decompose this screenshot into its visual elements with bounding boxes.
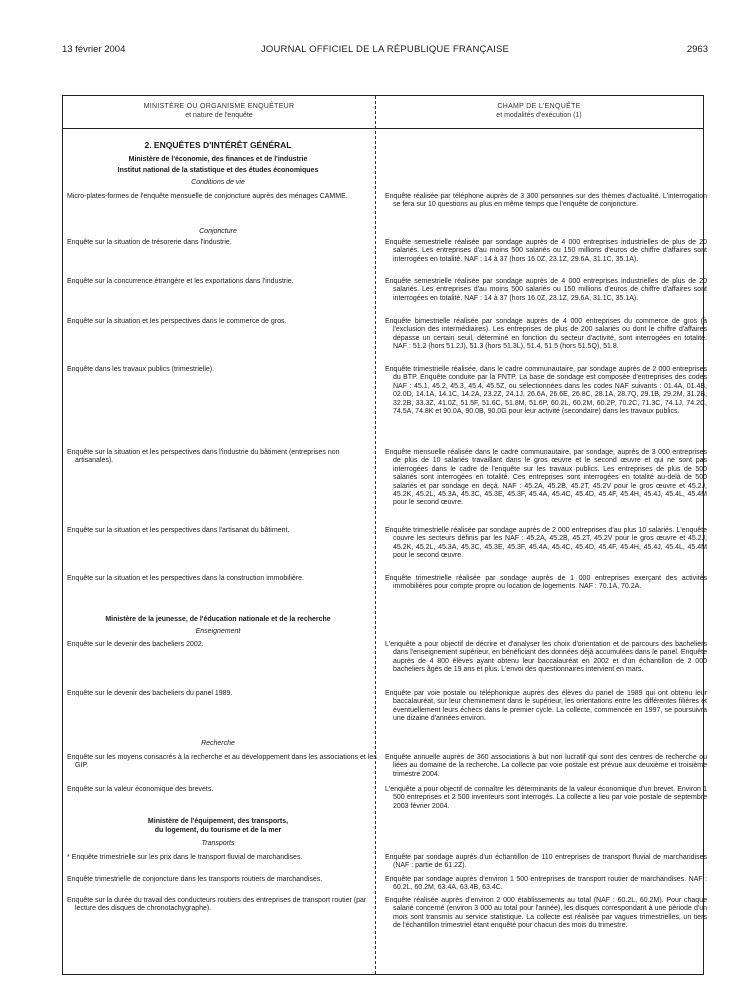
row-right-7: Enquête trimestrielle réalisée par sondage auprès de 1 000 entreprises exerçant des activités immobilières pour compte propre ou location de logements. NAF : 70.1A, 70.2A. [385, 575, 707, 591]
row-left-0: Micro-plates-formes de l'enquête mensuelle de conjoncture auprès des ménages CAMME. [67, 193, 348, 200]
subheading-enseignement: Enseignement [195, 628, 241, 635]
row-left-8: Enquête sur le devenir des bacheliers 2002. [67, 641, 204, 648]
row-left-3: Enquête sur la situation et les perspectives dans le commerce de gros. [67, 318, 287, 325]
row-left-1: Enquête sur la situation de trésorerie dans l'industrie. [67, 239, 232, 246]
survey-table [62, 95, 707, 975]
row-left-13: Enquête trimestrielle de conjoncture dans les transports routiers de marchandises. [67, 876, 323, 883]
row-right-2: Enquête semestrielle réalisée par sondage auprès de 4 000 entreprises industrielles de plus de 20 salariés. Les entreprises d'au moins 500 salariés ou 150 millions d'euros de chiffre d'affaires sont interrogées en totalité. NAF : 14 à 37 (hors 16.0Z, 23.1Z, 29.6A, 31.1C, 35.1A). [385, 278, 707, 302]
row-right-4: Enquête trimestrielle réalisée, dans le cadre communautaire, par sondage auprès de 2 000 entreprises du BTP. Enquête conduite par la FNTP. La base de sondage est composée d'entreprises des codes NAF : 45.1, 45.2, 45.3, 45.4, 45.5Z, ou sélectionnées dans les codes NAF suivants : 01.4A, 01.4B, 02.0D, 14.1A, 14.1C, 14.2A, 23.2Z, 24.1J, 26.6A, 26.6E, 26.8C, 28.1A, 28.7Q, 29.1B, 29.2M, 31.2B, 32.2B, 33.3Z, 41.0Z, 51.5F, 51.6C, 51.8M, 51.6P, 60.2L, 60.2M, 60.2P, 70.2C, 71.3C, 74.1J, 74.2C, 74.5A, 74.8K et 90.0A, 90.0B, 90.0G pour leur activité (secondaire) dans les travaux publics. [385, 366, 707, 416]
row-left-14: Enquête sur la durée du travail des conducteurs routiers des entreprises de transport routier (par lecture des disques de chronotachygraphe). [67, 897, 367, 913]
section-title: 2. ENQUÊTES D'INTÉRÊT GÉNÉRAL [144, 140, 292, 150]
row-right-9: Enquête par voie postale ou téléphonique auprès des élèves du panel de 1989 qui ont obtenu leur baccalauréat, sur leur cheminement dans le supérieur, les orientations entre les différentes filières et éventuellement leurs échecs dans le premier cycle. La collecte, commencée en 1997, se poursuivra une dizaine d'années environ. [385, 690, 707, 723]
row-left-10: Enquête sur les moyens consacrés à la recherche et au développement dans les associations et les GIP. [67, 754, 377, 770]
row-right-5: Enquête mensuelle réalisée dans le cadre communautaire, par sondage, auprès de 3 000 entreprises de plus de 10 salariés travaillant dans le gros œuvre et le second œuvre et qui ne sont pas interrogées dans le cadre de l'enquête sur les travaux publics. Les entreprises de plus de 500 salariés sont interrogées en totalité. Ces entreprises sont interrogées en totalité au-delà de 500 salariés et par sondage en deçà. NAF : 45.2A, 45.2B, 45.2T, 45.2V pour le gros œuvre et 45.2J, 45.2K, 45.2L, 45.3A, 45.3C, 45.3E, 45.3F, 45.4A, 45.4C, 45.4D, 45.4F, 45.4H, 45.4J, 45.4L, 45.4M pour le second œuvre. [385, 449, 707, 507]
row-right-11: L'enquête a pour objectif de connaître les déterminants de la valeur économique d'un brevet. Environ 1 500 entreprises et 2 500 inventeurs sont interrogés. La collecte a lieu par voie postale de septembre 2003 février 2004. [385, 786, 707, 810]
subheading-conjoncture: Conjoncture [199, 228, 237, 235]
row-right-0: Enquête réalisée par téléphone auprès de 3 300 personnes sur des thèmes d'actualité. L'interrogation se fera sur 10 questions au plus en même temps que l'enquête de conjoncture. [385, 193, 707, 209]
row-right-3: Enquête bimestrielle réalisée par sondage auprès de 4 000 entreprises du commerce de gros (à l'exclusion des intermédiaires). Les entreprises de plus de 200 salariés ou dont le chiffre d'affaires dépasse un certain seuil, déterminé en fonction du secteur d'activité, sont interrogées en totalité. NAF : 51.2 (hors 51.2J), 51.3 (hors 51.3L), 51.4, 51.5 (hors 51.5Q), 51.8. [385, 318, 707, 351]
row-right-10: Enquête annuelle auprès de 360 associations à but non lucratif qui sont des centres de recherche ou liées au domaine de la recherche. La collecte par voie postale est prévue aux deuxième et troisième trimestre 2004. [385, 754, 707, 778]
row-left-11: Enquête sur la valeur économique des brevets. [67, 786, 214, 793]
page-number: 2963 [686, 44, 708, 55]
row-left-2: Enquête sur la concurrence étrangère et les exportations dans l'industrie. [67, 278, 294, 285]
row-right-12: Enquête par sondage auprès d'un échantillon de 110 entreprises de transport fluvial de marchandises (NAF : partie de 61.2Z). [385, 854, 707, 870]
row-right-1: Enquête semestrielle réalisée par sondage auprès de 4 000 entreprises industrielles de plus de 20 salariés. Les entreprises d'au moins 500 salariés ou 150 millions d'euros de chiffre d'affaires sont interrogées en totalité. NAF : 14 à 37 (hors 16.0Z, 23.1Z, 29.6A, 31.1C, 35.1A). [385, 239, 707, 263]
row-right-14: Enquête réalisée auprès d'environ 2 000 établissements au total (NAF : 60.2L, 60.2M). Pour chaque salarié concerné (environ 3 000 au total pour l'année), les disques correspondant à une période d'un mois sont transmis au service statistique. La collecte est réalisée par vagues trimestrielles, un tiers de l'échantillon trimestriel étant enquêté pour chacun des mois du trimestre. [385, 897, 707, 930]
ministry-equipement-line1: Ministère de l'équipement, des transports, [147, 818, 289, 825]
ministry-equipement-line2: du logement, du tourisme et de la mer [154, 827, 282, 834]
ministry-economie: Ministère de l'économie, des finances et de l'industrie [128, 156, 308, 163]
row-left-5: Enquête sur la situation et les perspectives dans l'industrie du bâtiment (entreprises non artisanales). [67, 449, 340, 465]
row-right-6: Enquête trimestrielle réalisée par sondage auprès de 2 000 entreprises d'au plus 10 salariés. L'enquête couvre les secteurs définis par les NAF : 45.2A, 45.2B, 45.2T, 45.2V pour le gros œuvre et 45.2J, 45.2K, 45.2L, 45.3A, 45.3C, 45.3E, 45.3F, 45.4A, 45.4C, 45.4D, 45.4F, 45.4H, 45.4J, 45.4L, 45.4M pour le second œuvre. [385, 527, 707, 560]
left-column-header: MINISTÈRE OU ORGANISME ENQUÊTEUR et nature de l'enquête [143, 103, 295, 119]
row-left-9: Enquête sur le devenir des bacheliers du panel 1989. [67, 690, 233, 697]
header-date: 13 février 2004 [62, 44, 126, 55]
header-divider [63, 128, 703, 129]
subheading-transports: Transports [201, 840, 235, 847]
ministry-jeunesse: Ministère de la jeunesse, de l'éducation nationale et de la recherche [105, 616, 331, 623]
page-header [62, 44, 708, 58]
subheading-conditions-de-vie: Conditions de vie [191, 179, 245, 186]
row-right-8: L'enquête a pour objectif de décrire et d'analyser les choix d'orientation et de parcours des bacheliers dans l'enseignement supérieur, en bénéficiant des données déjà accumulées dans le panel. Enquête auprès de 4 800 élèves ayant obtenu leur baccalauréat en 2002 et d'un échantillon de 2 000 bacheliers âgés de 19 ans et plus. L'envoi des questionnaires intervient en mars. [385, 641, 707, 674]
institute-insee: Institut national de la statistique et des études économiques [117, 167, 319, 174]
row-left-12: * Enquête trimestrielle sur les prix dans le transport fluvial de marchandises. [67, 854, 303, 861]
right-column-header: CHAMP DE L'ENQUÊTE et modalités d'exécution (1) [496, 103, 582, 119]
row-right-13: Enquête par sondage auprès d'environ 1 500 entreprises de transport routier de marchandises. NAF : 60.2L, 60.2M, 63.4A, 63.4B, 63.4C. [385, 876, 707, 892]
journal-title: JOURNAL OFFICIEL DE LA RÉPUBLIQUE FRANÇAISE [260, 44, 510, 55]
row-left-4: Enquête dans les travaux publics (trimestrielle). [67, 366, 215, 373]
subheading-recherche: Recherche [201, 740, 235, 747]
row-left-6: Enquête sur la situation et les perspectives dans l'artisanat du bâtiment. [67, 527, 290, 534]
row-left-7: Enquête sur la situation et les perspectives dans la construction immobilière. [67, 575, 304, 582]
